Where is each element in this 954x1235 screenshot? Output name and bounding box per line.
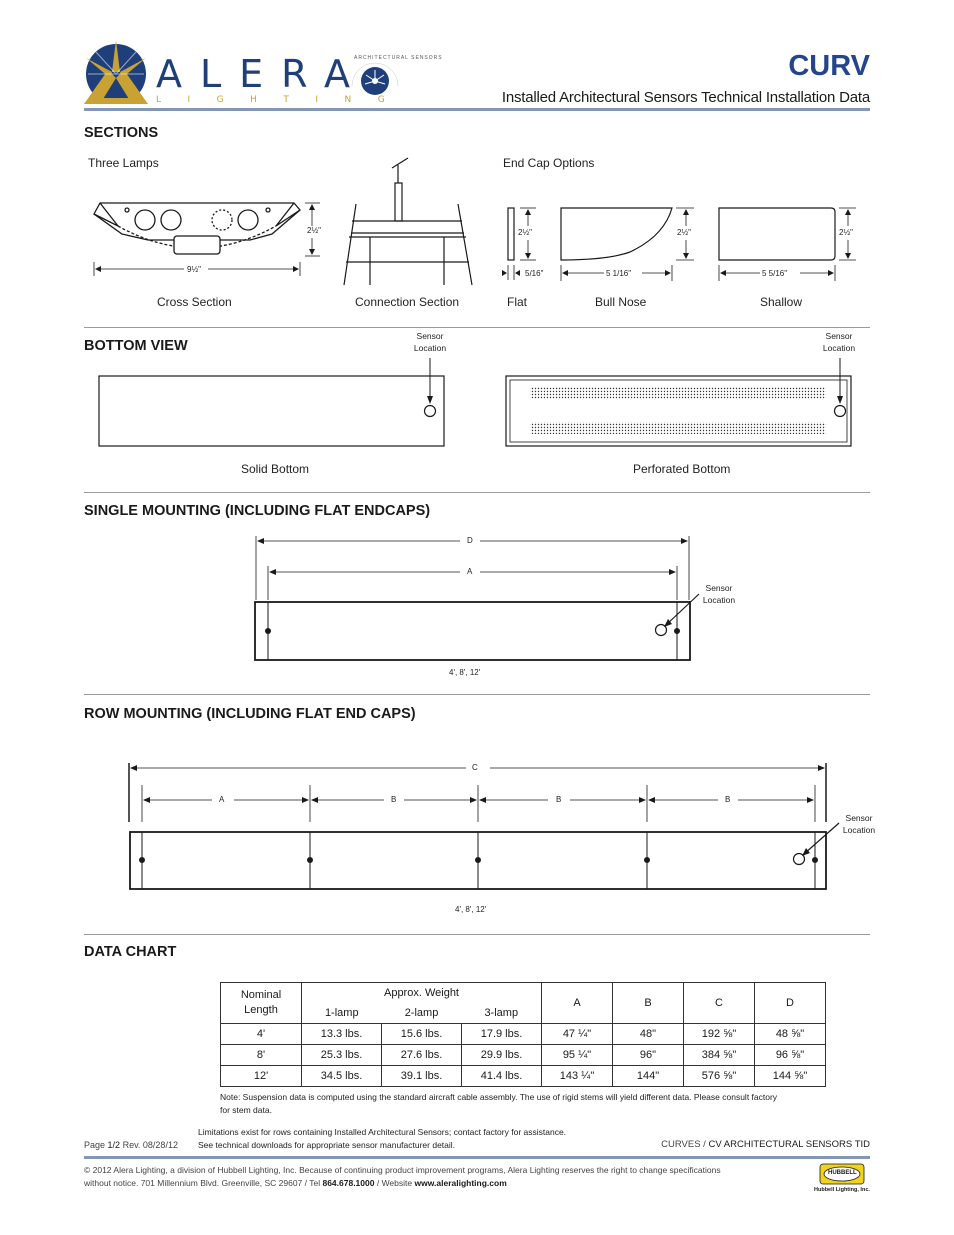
dim-a-label: A — [467, 567, 473, 576]
table-cell: 576 ⅝" — [684, 1066, 755, 1087]
dim-b-label: B — [391, 795, 397, 804]
length-options-label: 4', 8', 12' — [455, 905, 487, 914]
phone-number: 864.678.1000 — [322, 1178, 375, 1188]
col-c-header: C — [684, 983, 755, 1024]
bull-nose-label: Bull Nose — [595, 295, 647, 309]
table-cell: 96 ⅝" — [755, 1045, 826, 1066]
sensor-location-label: Sensor Location — [413, 331, 447, 354]
dim-b-label: B — [556, 795, 562, 804]
copyright: © 2012 Alera Lighting, a division of Hubbell Lighting, Inc. Because of continuing product improvement programs, Alera Lighting reserves the right to change specifications without notice. 701 Millennium Blvd. Greenville, SC 29607 / Tel 864.678.1000 / Website www.aleralighting.com — [84, 1165, 721, 1188]
dim-a-label: A — [219, 795, 225, 804]
flat-height-dim: 2½" — [518, 228, 532, 237]
table-cell: 4' — [221, 1024, 302, 1045]
shallow-width-dim: 5 5/16" — [762, 269, 788, 278]
product-name: CURV — [788, 50, 870, 82]
table-cell: 25.3 lbs. — [302, 1045, 382, 1066]
table-cell: 8' — [221, 1045, 302, 1066]
sections-heading: SECTIONS — [84, 125, 159, 141]
cross-height-dim: 2½" — [307, 226, 321, 235]
end-cap-options-label: End Cap Options — [503, 156, 595, 170]
logo-subtitle: LIGHTING — [156, 95, 412, 105]
website-link[interactable]: www.aleralighting.com — [414, 1178, 507, 1188]
flat-width-dim: 5/16" — [525, 269, 544, 278]
table-cell: 96" — [613, 1045, 684, 1066]
table-cell: 144" — [613, 1066, 684, 1087]
sensor-location-label: Sensor Location — [842, 813, 876, 836]
seal-text: ARCHITECTURAL SENSORS — [354, 55, 443, 61]
table-cell: 144 ⅝" — [755, 1066, 826, 1087]
dim-d-label: D — [467, 536, 473, 545]
logo-wordmark: ALERA — [156, 52, 369, 96]
row-mounting-heading: ROW MOUNTING (INCLUDING FLAT END CAPS) — [84, 706, 416, 722]
col-2lamp-header: 2-lamp — [382, 1004, 462, 1024]
weight-header: Approx. Weight — [302, 983, 542, 1004]
solid-bottom-label: Solid Bottom — [241, 462, 310, 476]
col-b-header: B — [613, 983, 684, 1024]
nominal-length-header: Nominal Length — [221, 983, 302, 1024]
flat-label: Flat — [507, 295, 528, 309]
sensor-location-label: Sensor Location — [702, 583, 736, 606]
table-cell: 34.5 lbs. — [302, 1066, 382, 1087]
table-cell: 48" — [613, 1024, 684, 1045]
table-cell: 143 ¼" — [542, 1066, 613, 1087]
table-cell: 39.1 lbs. — [382, 1066, 462, 1087]
bull-width-dim: 5 1/16" — [606, 269, 632, 278]
table-cell: 27.6 lbs. — [382, 1045, 462, 1066]
table-cell: 13.3 lbs. — [302, 1024, 382, 1045]
limitations-note: Limitations exist for rows containing Installed Architectural Sensors; contact factory for assistance. See technical downloads for appropriate sensor manufacturer detail. — [198, 1127, 567, 1150]
cross-width-dim: 9½" — [187, 265, 201, 274]
sensor-location-label: Sensor Location — [822, 331, 856, 354]
cross-section-label: Cross Section — [157, 295, 232, 309]
page-number: 1/2 — [107, 1140, 121, 1150]
page-info: Page 1/2 Rev. 08/28/12 — [84, 1140, 178, 1150]
bull-height-dim: 2½" — [677, 228, 691, 237]
connection-section-label: Connection Section — [355, 295, 460, 309]
table-cell: 29.9 lbs. — [462, 1045, 542, 1066]
table-cell: 15.6 lbs. — [382, 1024, 462, 1045]
table-cell: 48 ⅝" — [755, 1024, 826, 1045]
suspension-note: Note: Suspension data is computed using the standard aircraft cable assembly. The use of rigid stems will yield different data. Please consult factory for stem data. — [220, 1092, 778, 1115]
data-chart-heading: DATA CHART — [84, 944, 177, 960]
col-3lamp-header: 3-lamp — [462, 1004, 542, 1024]
revision: Rev. 08/28/12 — [122, 1140, 178, 1150]
col-a-header: A — [542, 983, 613, 1024]
single-mounting-heading: SINGLE MOUNTING (INCLUDING FLAT ENDCAPS) — [84, 503, 431, 519]
hubbell-badge-text: HUBBELL — [828, 1170, 857, 1176]
table-cell: 41.4 lbs. — [462, 1066, 542, 1087]
table-cell: 384 ⅝" — [684, 1045, 755, 1066]
three-lamps-label: Three Lamps — [88, 156, 159, 170]
table-cell: 192 ⅝" — [684, 1024, 755, 1045]
table-cell: 95 ¼" — [542, 1045, 613, 1066]
dim-b-label: B — [725, 795, 731, 804]
bottom-view-heading: BOTTOM VIEW — [84, 338, 188, 354]
shallow-height-dim: 2½" — [839, 228, 853, 237]
length-options-label: 4', 8', 12' — [449, 668, 481, 677]
col-d-header: D — [755, 983, 826, 1024]
table-cell: 47 ¼" — [542, 1024, 613, 1045]
document-subtitle: Installed Architectural Sensors Technical Installation Data — [501, 89, 870, 106]
shallow-label: Shallow — [760, 295, 803, 309]
perforated-bottom-label: Perforated Bottom — [633, 462, 731, 476]
table-cell: 17.9 lbs. — [462, 1024, 542, 1045]
col-1lamp-header: 1-lamp — [302, 1004, 382, 1024]
document-code: CURVES / CV ARCHITECTURAL SENSORS TID — [661, 1139, 870, 1150]
dim-c-label: C — [472, 763, 478, 772]
table-cell: 12' — [221, 1066, 302, 1087]
hubbell-name: Hubbell Lighting, Inc. — [814, 1187, 870, 1193]
